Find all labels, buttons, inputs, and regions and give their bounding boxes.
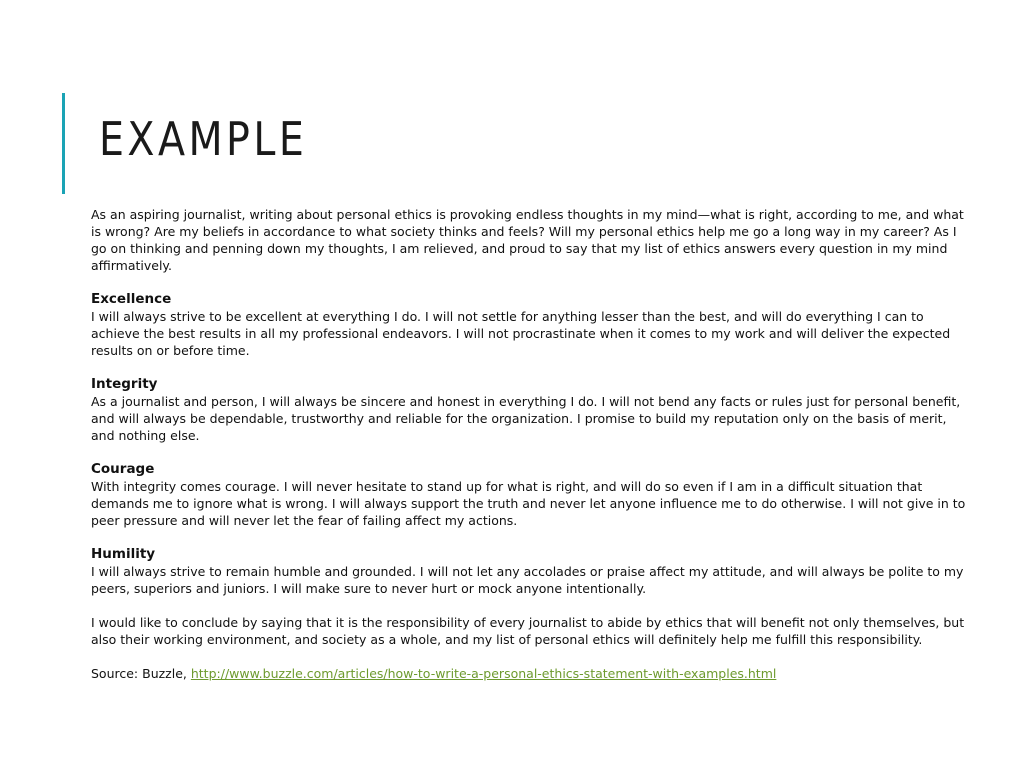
section-heading-excellence: Excellence (91, 291, 172, 307)
section-text-excellence: I will always strive to be excellent at everything I do. I will not settle for anything lesser than the best, and will do everything I can to achieve the best results in all my professional endeavors. I will not procrastinate when it comes to my work and will deliver the expected results on or before time. (91, 309, 951, 358)
section-heading-courage: Courage (91, 461, 155, 477)
section-text-humility: I will always strive to remain humble and grounded. I will not let any accolades or praise affect my attitude, and will always be polite to my peers, superiors and juniors. I will make sure to never hurt or mock anyone intentionally. (91, 564, 964, 596)
slide-body (91, 206, 969, 699)
section-text-courage: With integrity comes courage. I will never hesitate to stand up for what is right, and will do so even if I am in a difficult situation that demands me to ignore what is wrong. I will always support the truth and never let anyone influence me to do otherwise. I will not give in to peer pressure and will never let the fear of failing affect my actions. (91, 479, 966, 528)
section-humility (91, 546, 969, 597)
section-text-integrity: As a journalist and person, I will always be sincere and honest in everything I do. I will not bend any facts or rules just for personal benefit, and will always be dependable, trustworthy and reliable for the organization. I promise to build my reputation only on the basis of merit, and nothing else. (91, 394, 961, 443)
source-line (91, 665, 969, 682)
section-integrity (91, 376, 969, 444)
conclusion-paragraph: I would like to conclude by saying that it is the responsibility of every journalist to abide by ethics that will benefit not only themselves, but also their working environment, and society as a whole, and my list of personal ethics will definitely help me fulfill this responsibility. (91, 615, 965, 647)
section-excellence (91, 291, 969, 359)
source-label: Source: Buzzle, (91, 666, 191, 681)
source-link[interactable]: http://www.buzzle.com/articles/how-to-write-a-personal-ethics-statement-with-examples.html (190, 666, 777, 681)
section-heading-humility: Humility (91, 546, 156, 562)
section-heading-integrity: Integrity (91, 376, 158, 392)
title-accent-bar (62, 93, 65, 194)
slide-title: EXAMPLE (99, 112, 308, 166)
intro-paragraph: As an aspiring journalist, writing about personal ethics is provoking endless thoughts in my mind—what is right, according to me, and what is wrong? Are my beliefs in accordance to what society thinks and feels? Will my personal ethics help me go a long way in my career? As I go on thinking and penning down my thoughts, I am relieved, and proud to say that my list of ethics answers every question in my mind affirmatively. (91, 207, 964, 273)
section-courage (91, 461, 969, 529)
